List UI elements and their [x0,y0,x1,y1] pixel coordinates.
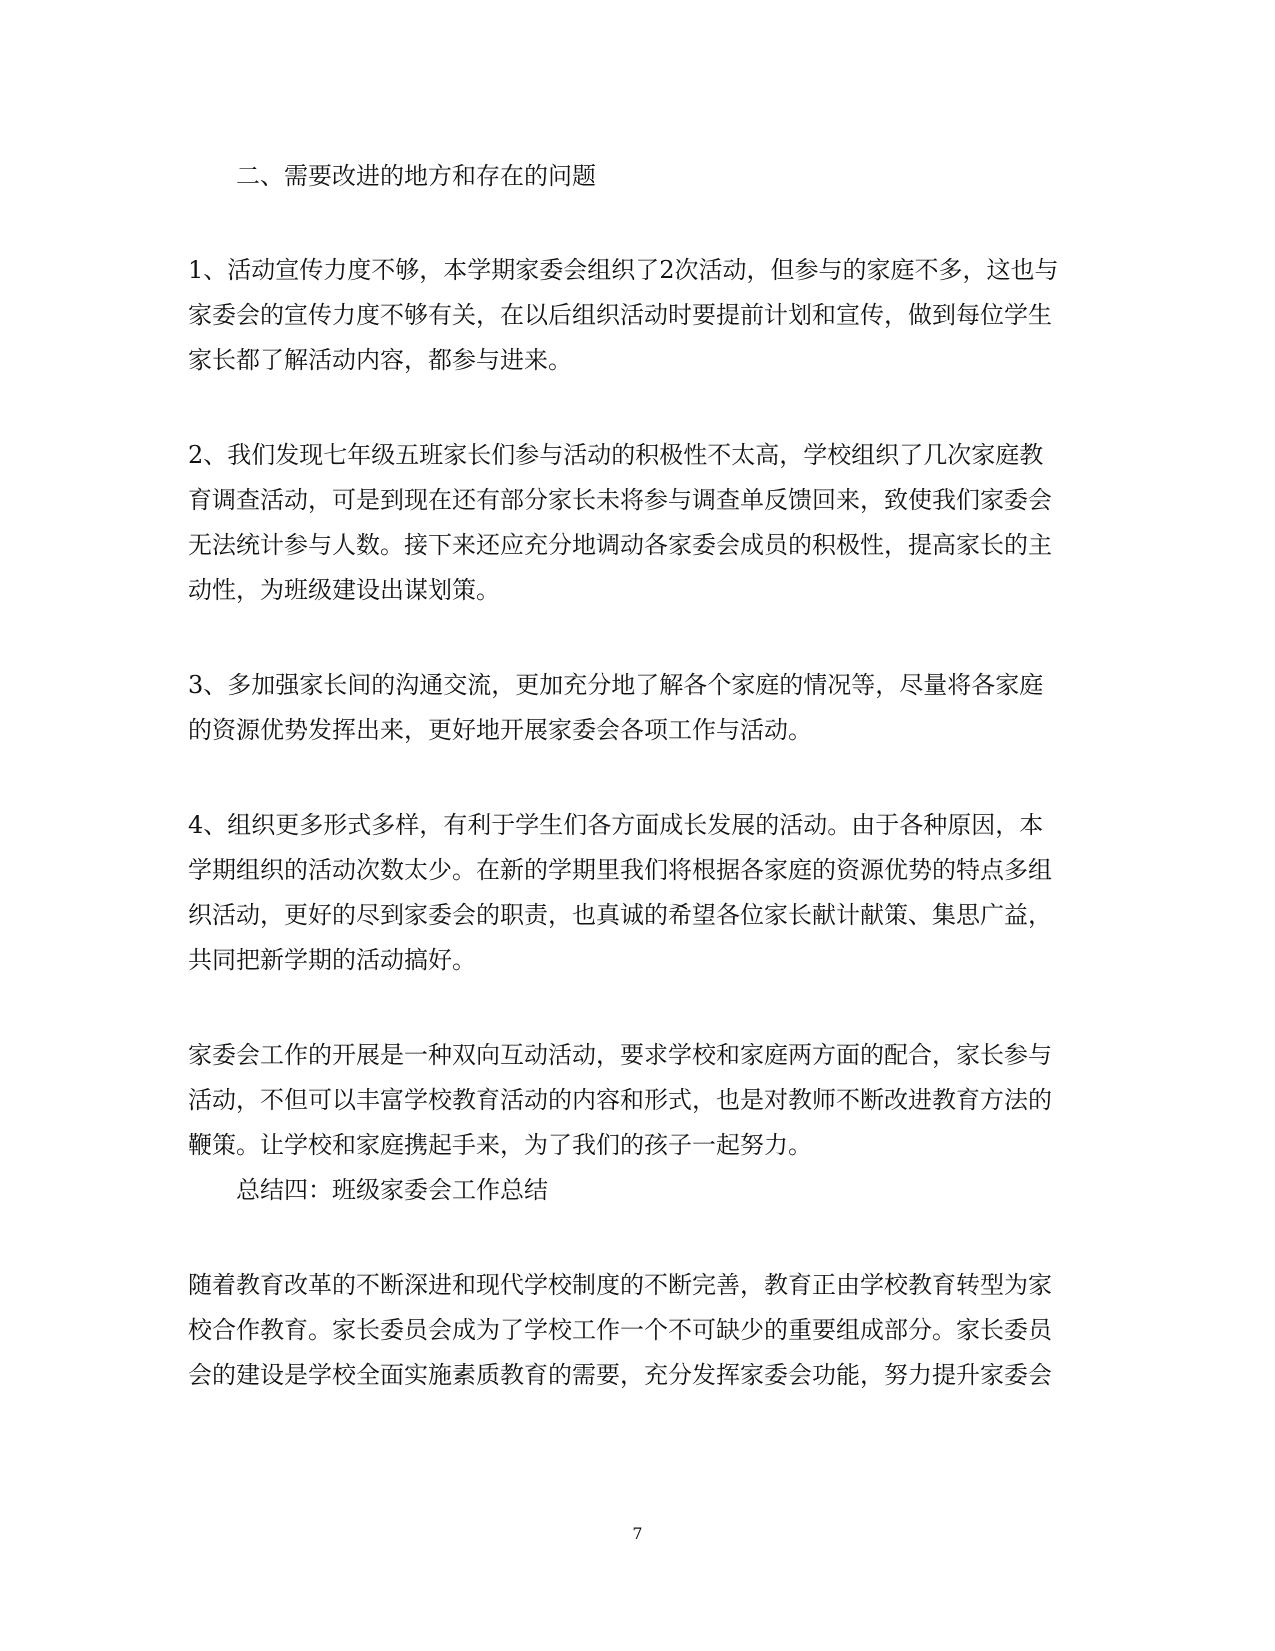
paragraph-line: 家长都了解活动内容，都参与进来。 [188,346,572,374]
paragraph-line: 织活动，更好的尽到家委会的职责，也真诚的希望各位家长献计献策、集思广益， [188,901,1052,929]
paragraph-line: 3、多加强家长间的沟通交流，更加充分地了解各个家庭的情况等，尽量将各家庭 [188,671,1044,699]
paragraph-line: 的资源优势发挥出来，更好地开展家委会各项工作与活动。 [188,716,812,744]
paragraph-line: 会的建设是学校全面实施素质教育的需要，充分发挥家委会功能，努力提升家委会 [188,1361,1052,1389]
paragraph-line: 无法统计参与人数。接下来还应充分地调动各家委会成员的积极性，提高家长的主 [188,531,1052,559]
paragraph-line: 共同把新学期的活动搞好。 [188,946,476,974]
paragraph-line: 4、组织更多形式多样，有利于学生们各方面成长发展的活动。由于各种原因，本 [188,811,1044,839]
paragraph-line: 校合作教育。家长委员会成为了学校工作一个不可缺少的重要组成部分。家长委员 [188,1316,1052,1344]
paragraph-line: 1、活动宣传力度不够，本学期家委会组织了2次活动，但参与的家庭不多，这也与 [188,256,1059,284]
paragraph-line: 2、我们发现七年级五班家长们参与活动的积极性不太高，学校组织了几次家庭教 [188,441,1044,469]
paragraph-line: 随着教育改革的不断深进和现代学校制度的不断完善，教育正由学校教育转型为家 [188,1271,1052,1299]
page-number: 7 [632,1524,643,1543]
paragraph-line: 动性，为班级建设出谋划策。 [188,576,500,604]
paragraph-line: 育调查活动，可是到现在还有部分家长未将参与调查单反馈回来，致使我们家委会 [188,486,1052,514]
section-heading: 二、需要改进的地方和存在的问题 [236,162,596,190]
paragraph-line: 家委会的宣传力度不够有关，在以后组织活动时要提前计划和宣传，做到每位学生 [188,301,1052,329]
paragraph-line: 鞭策。让学校和家庭携起手来，为了我们的孩子一起努力。 [188,1131,812,1159]
paragraph-line: 学期组织的活动次数太少。在新的学期里我们将根据各家庭的资源优势的特点多组 [188,856,1052,884]
summary-title: 总结四：班级家委会工作总结 [236,1176,548,1204]
paragraph-line: 家委会工作的开展是一种双向互动活动，要求学校和家庭两方面的配合，家长参与 [188,1041,1052,1069]
paragraph-line: 活动，不但可以丰富学校教育活动的内容和形式，也是对教师不断改进教育方法的 [188,1086,1052,1114]
